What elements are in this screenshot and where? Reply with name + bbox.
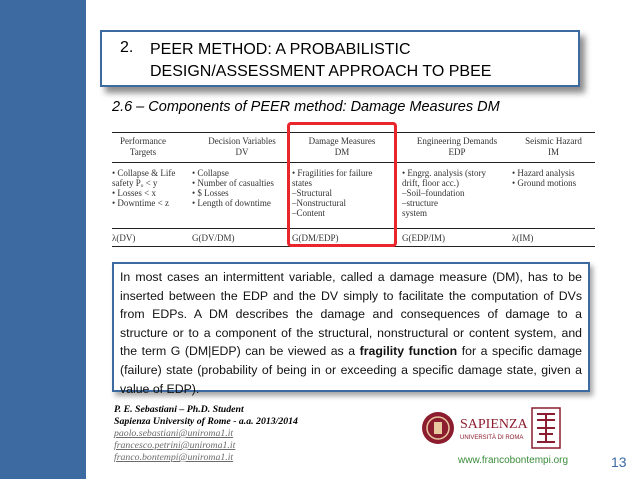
slide-title: PEER METHOD: A PROBABILISTIC DESIGN/ASSESSMENT APPROACH TO PBEE bbox=[150, 41, 492, 80]
column-function: G(EDP/IM) bbox=[402, 233, 445, 243]
fragility-function-term: fragility function bbox=[359, 344, 458, 359]
author-name: P. E. Sebastiani – Ph.D. Student bbox=[114, 404, 244, 415]
column-header: Performance Targets bbox=[120, 136, 166, 157]
sapienza-logo bbox=[420, 406, 562, 450]
column-header: Decision Variables DV bbox=[208, 136, 276, 157]
column-function: λ(IM) bbox=[512, 233, 534, 243]
section-number: 2. bbox=[120, 39, 134, 56]
column-header: Engineering Demands EDP bbox=[416, 136, 498, 157]
email-link-bontempi[interactable]: franco.bontempi@uniroma1.it bbox=[114, 452, 234, 463]
dm-highlight-box bbox=[287, 122, 397, 247]
title-box bbox=[100, 30, 580, 87]
svg-text:UNIVERSITÀ DI ROMA: UNIVERSITÀ DI ROMA bbox=[460, 435, 524, 441]
email-link-sebastiani[interactable]: paolo.sebastiani@uniroma1.it bbox=[114, 428, 234, 439]
column-items: • Collapse & Life safety Pₒ < y • Losses < x • Downtime < z bbox=[112, 168, 176, 208]
paragraph-text-end: for a specific damage (failure) state (probability of being in or exceeding a specific damage state, given a value of EDP). bbox=[120, 344, 582, 396]
website-link[interactable]: www.francobontempi.org bbox=[458, 455, 569, 466]
svg-text:SAPIENZA: SAPIENZA bbox=[460, 417, 528, 432]
column-header: Damage Measures DM bbox=[308, 136, 376, 157]
left-accent-bar bbox=[0, 0, 86, 479]
column-function: λ(DV) bbox=[112, 233, 136, 243]
column-function: G(DV/DM) bbox=[192, 233, 235, 243]
email-link-petrini[interactable]: francesco.petrini@uniroma1.it bbox=[114, 440, 236, 451]
sapienza-logo-icon bbox=[420, 406, 562, 450]
slide-subtitle: 2.6 – Components of PEER method: Damage Measures DM bbox=[112, 99, 500, 115]
column-function: G(DM/EDP) bbox=[292, 233, 339, 243]
column-items: • Engrg. analysis (story drift, floor acc.) –Soil–foundation –structure system bbox=[402, 168, 486, 218]
page-number: 13 bbox=[611, 454, 627, 470]
author-info bbox=[114, 404, 298, 464]
explanation-box bbox=[112, 262, 590, 396]
column-header: Seismic Hazard IM bbox=[525, 136, 582, 157]
column-items: • Hazard analysis • Ground motions bbox=[512, 168, 577, 188]
affiliation: Sapienza University of Rome - a.a. 2013/2014 bbox=[114, 416, 298, 427]
column-items: • Fragilities for failure states –Structural –Nonstructural –Content bbox=[292, 168, 373, 218]
paragraph-text: In most cases an intermittent variable, called a damage measure (DM), has to be inserted between the EDP and the DV simply to facilitate the computation of DVs from EDPs. A DM describes the damage and consequences of damage to a structure or to a component of the structural, nonstructural or content system, and the term G (DM|EDP) can be viewed as a bbox=[120, 270, 582, 359]
column-items: • Collapse • Number of casualties • $ Losses • Length of downtime bbox=[192, 168, 274, 208]
